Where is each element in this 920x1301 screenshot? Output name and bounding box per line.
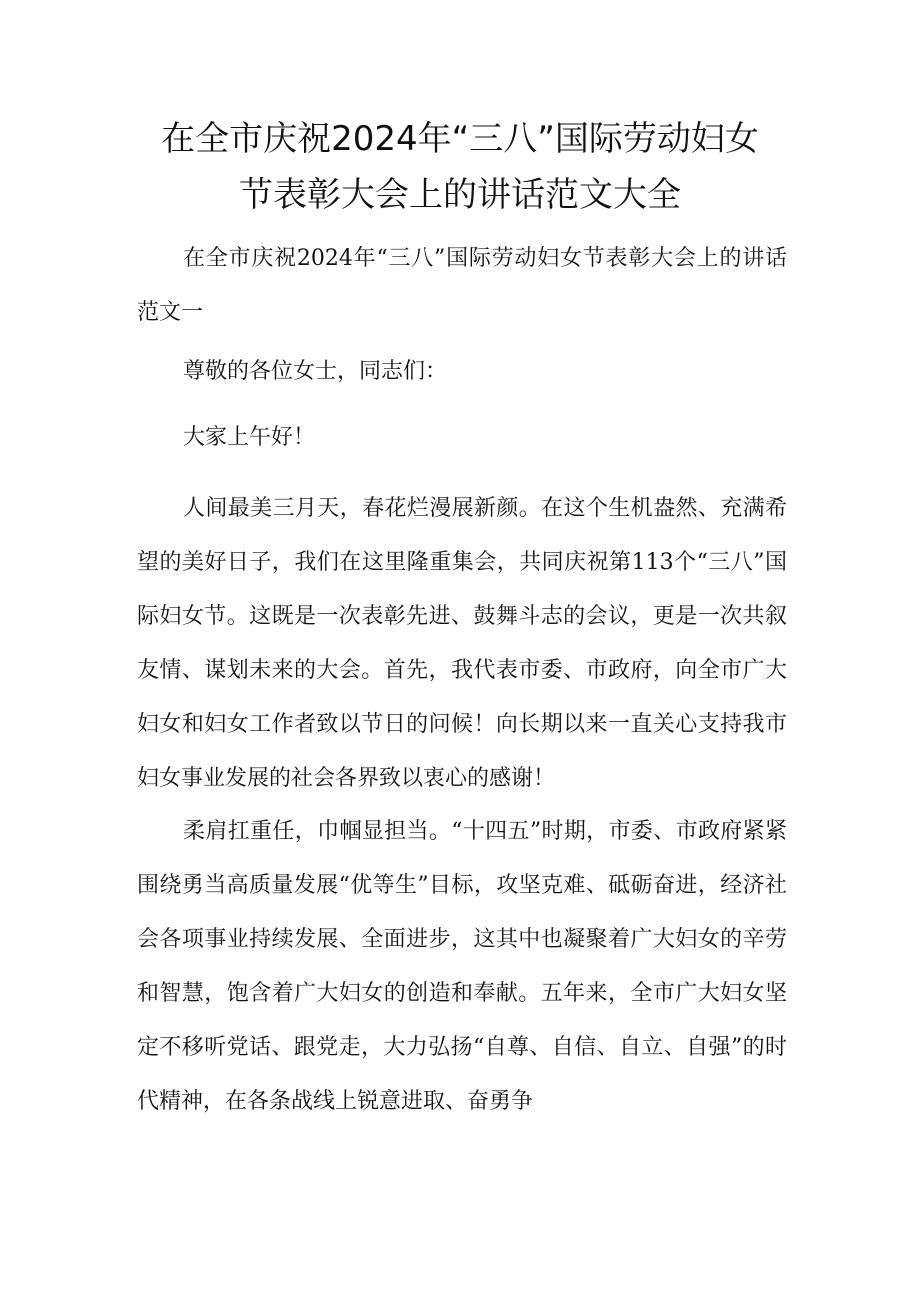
document-title-line-1: 在全市庆祝2024年“三八”国际劳动妇女 — [161, 119, 759, 159]
paragraph-greeting: 大家上午好！ — [183, 425, 316, 450]
paragraph-subtitle: 在全市庆祝2024年“三八”国际劳动妇女节表彰大会上的讲话范文一 — [137, 246, 787, 325]
paragraph-salutation: 尊敬的各位女士，同志们： — [183, 359, 448, 384]
document-title-line-2: 节表彰大会上的讲话范文大全 — [239, 175, 681, 215]
paragraph-body-2: 柔肩扛重任，巾帼显担当。“十四五”时期，市委、市政府紧紧围绕勇当高质量发展“优等生”目标，攻坚克难、砥砺奋进，经济社会各项事业持续发展、全面进步，这其中也凝聚着广大妇女的辛劳和智慧，饱含着广大妇女的创造和奉献。五年来，全市广大妇女坚定不移听党话、跟党走，大力弘扬“自尊、自信、自立、自强”的时代精神，在各条战线上锐意进取、奋勇争 — [137, 819, 787, 1114]
paragraph-body-1: 人间最美三月天，春花烂漫展新颜。在这个生机盎然、充满希望的美好日子，我们在这里隆重集会，共同庆祝第113个“三八”国际妇女节。这既是一次表彰先进、鼓舞斗志的会议，更是一次共叙友情、谋划未来的大会。首先，我代表市委、市政府，向全市广大妇女和妇女工作者致以节日的问候！向长期以来一直关心支持我市妇女事业发展的社会各界致以衷心的感谢！ — [137, 496, 787, 791]
